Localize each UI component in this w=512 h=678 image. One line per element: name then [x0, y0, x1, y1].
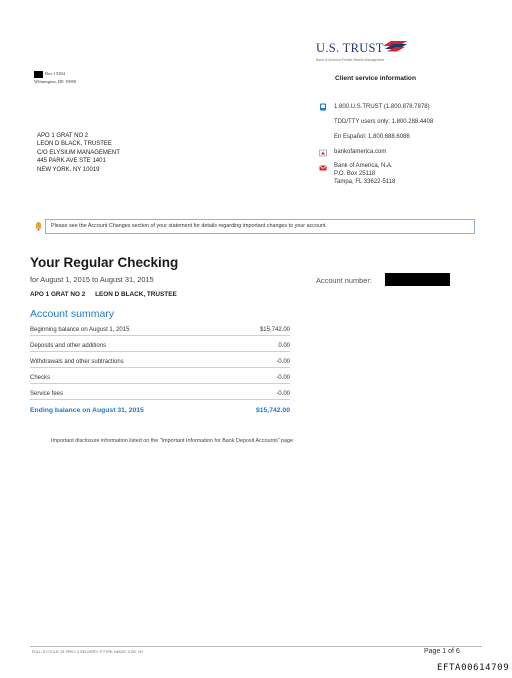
recipient-line-4: 445 PARK AVE STE 1401 [37, 158, 106, 165]
us-trust-logo-text: U.S. TRUST [316, 41, 384, 55]
client-service-title: Client service information [335, 75, 416, 82]
client-service-website: bankofamerica.com [334, 149, 387, 155]
owner-trustee: LEON D BLACK, TRUSTEE [95, 291, 177, 298]
summary-row-service-fees [30, 386, 290, 400]
summary-row-value: -0.00 [276, 359, 290, 365]
redaction-block [34, 71, 43, 78]
summary-row-label: Checks [30, 375, 51, 381]
web-icon [319, 149, 327, 157]
summary-row-value: 0.00 [278, 343, 290, 349]
statement-period: for August 1, 2015 to August 31, 2015 [30, 275, 154, 284]
account-changes-notice: Please see the Account Changes section of your statement for details regarding important changes to your account. [45, 219, 475, 234]
client-service-mail-box: P.O. Box 25118 [334, 171, 376, 177]
ending-balance-label: Ending balance on August 31, 2015 [30, 407, 144, 414]
client-service-espanol: En Español: 1.800.688.6086 [334, 134, 410, 140]
return-address-box: Box 15284 [45, 71, 65, 76]
bates-number: EFTA00614709 [437, 663, 510, 673]
recipient-line-5: NEW YORK, NY 10019 [37, 166, 100, 173]
recipient-line-2: LEON D BLACK, TRUSTEE [37, 141, 112, 148]
summary-row-label: Beginning balance on August 1, 2015 [30, 327, 130, 333]
recipient-line-3: C/O ELYSIUM MANAGEMENT [37, 149, 120, 156]
owner-name: APO 1 GRAT NO 2 [30, 291, 86, 298]
account-number-redaction [385, 273, 450, 286]
summary-row-value: -0.00 [276, 391, 290, 397]
footer-codes: PULL: E CYCLE: 24 SPEC: 0 DELIVERY: P TYPE: IMAGE: X BC: NY [32, 650, 144, 654]
summary-row-withdrawals [30, 354, 290, 368]
mail-icon [319, 164, 327, 172]
summary-row-value: $15,742.00 [259, 327, 290, 333]
footer-divider [30, 646, 482, 647]
account-owner [30, 291, 185, 298]
page-number: Page 1 of 6 [424, 648, 460, 655]
client-service-tdd: TDD/TTY users only: 1.800.288.4408 [334, 119, 434, 125]
recipient-address [37, 132, 120, 174]
client-service-mail-city: Tampa, FL 33622-5118 [334, 179, 396, 185]
summary-row-label: Withdrawals and other subtractions [30, 359, 124, 365]
client-service-phone: 1.800.U.S.TRUST (1.800.878.7878) [334, 104, 430, 110]
disclosure-note: Important disclosure information listed on the "Important Information for Bank Deposit Accounts" page [51, 438, 294, 444]
summary-row-checks [30, 370, 290, 384]
phone-icon [319, 103, 327, 111]
recipient-line-1: APO 1 GRAT NO 2 [37, 133, 89, 139]
account-summary-title: Account summary [30, 308, 115, 320]
flag-logo-icon [381, 40, 409, 52]
summary-row-beginning [30, 322, 290, 336]
logo-tagline: Bank of America Private Wealth Management [316, 58, 385, 62]
summary-row-ending [30, 402, 290, 416]
summary-row-value: -0.00 [276, 375, 290, 381]
summary-row-deposits [30, 338, 290, 352]
summary-row-label: Deposits and other additions [30, 343, 107, 349]
return-address-city: Wilmington, DE 19850 [34, 79, 77, 84]
client-service-mail-name: Bank of America, N.A. [334, 163, 393, 169]
bell-icon [34, 221, 43, 231]
statement-title: Your Regular Checking [30, 255, 179, 270]
summary-row-label: Service fees [30, 391, 64, 397]
account-number-label: Account number: [316, 276, 372, 285]
ending-balance-value: $15,742.00 [255, 407, 290, 414]
